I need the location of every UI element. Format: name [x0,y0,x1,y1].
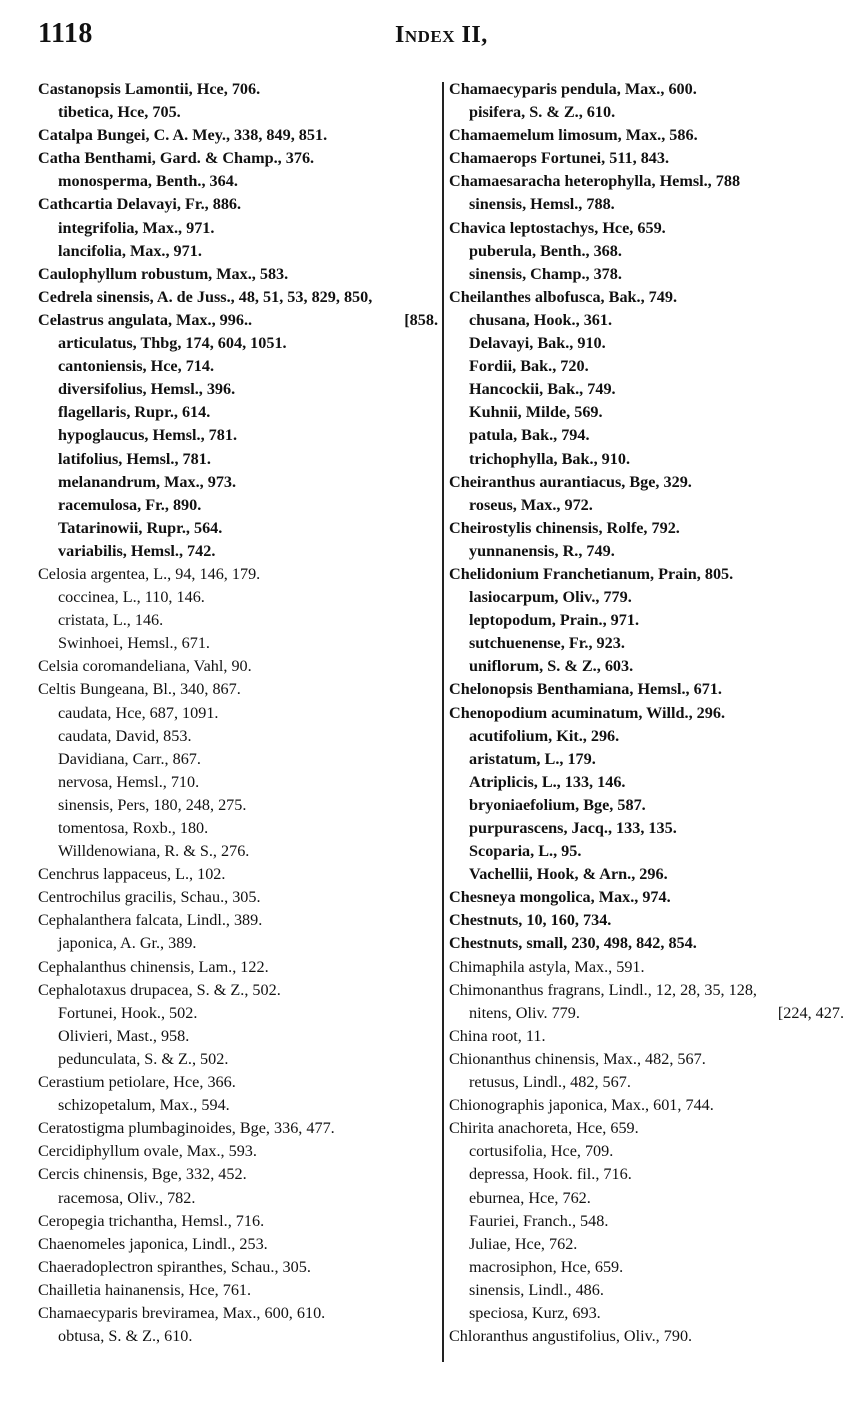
index-entry [449,124,844,147]
entry-text: Celtis Bungeana, Bl., 340, 867. [38,680,241,699]
entry-text: sinensis, Hemsl., 788. [469,195,615,214]
index-entry [449,471,844,494]
entry-text: aristatum, L., 179. [469,749,596,768]
entry-text: nitens, Oliv. 779. [469,1003,580,1022]
index-subentry [38,517,438,540]
index-subentry [449,1256,844,1279]
entry-text: Cercidiphyllum ovale, Max., 593. [38,1142,257,1161]
index-subentry [449,401,844,424]
entry-text: hypoglaucus, Hemsl., 781. [58,426,237,445]
entry-text: Chelidonium Franchetianum, Prain, 805. [449,564,734,583]
entry-text: flagellaris, Rupr., 614. [58,403,211,422]
index-subentry [449,1210,844,1233]
entry-text: Fordii, Bak., 720. [469,357,589,376]
entry-text: Cheirostylis chinensis, Rolfe, 792. [449,518,680,537]
entry-text: Cephalotaxus drupacea, S. & Z., 502. [38,980,281,999]
entry-text: Chamaesaracha heterophylla, Hemsl., 788 [449,172,741,191]
entry-text: lancifolia, Max., 971. [58,241,202,260]
entry-text: diversifolius, Hemsl., 396. [58,380,236,399]
index-subentry [38,1325,438,1348]
index-entry [38,78,438,101]
index-subentry [449,586,844,609]
entry-text: Chaenomeles japonica, Lindl., 253. [38,1234,268,1253]
index-subentry [449,609,844,632]
index-entry [38,1279,438,1302]
entry-text: Cedrela sinensis, A. de Juss., 48, 51, 53, 829, 850, [38,287,373,306]
index-subentry [449,240,844,263]
entry-text: Chloranthus angustifolius, Oliv., 790. [449,1327,693,1346]
index-subentry [38,840,438,863]
index-entry [38,1140,438,1163]
entry-text: Chamaemelum limosum, Max., 586. [449,126,698,145]
index-subentry [449,840,844,863]
entry-text: Catalpa Bungei, C. A. Mey., 338, 849, 851. [38,126,328,145]
index-entry [38,1071,438,1094]
entry-text: cortusifolia, Hce, 709. [469,1142,614,1161]
index-subentry [449,794,844,817]
entry-text: cristata, L., 146. [58,611,164,630]
index-entry [449,170,844,193]
index-entry [38,1163,438,1186]
index-entry [449,563,844,586]
index-subentry [38,632,438,655]
index-subentry [38,725,438,748]
index-entry [38,193,438,216]
entry-text: Vachellii, Hook, & Arn., 296. [469,865,668,884]
index-subentry [449,1002,844,1025]
entry-text: Willdenowiana, R. & S., 276. [58,842,250,861]
entry-text: bryoniaefolium, Bge, 587. [469,795,646,814]
entry-text: Scoparia, L., 95. [469,842,582,861]
index-entry [38,147,438,170]
index-subentry [38,101,438,124]
entry-text: Chaeradoplectron spiranthes, Schau., 305. [38,1257,311,1276]
index-subentry [449,1163,844,1186]
entry-text: Chamaecyparis breviramea, Max., 600, 610. [38,1303,326,1322]
index-entry [38,563,438,586]
entry-text: yunnanensis, R., 749. [469,541,615,560]
index-entry [449,932,844,955]
index-subentry [449,1071,844,1094]
index-subentry [38,332,438,355]
entry-text: Atriplicis, L., 133, 146. [469,772,626,791]
index-subentry [38,378,438,401]
entry-text: speciosa, Kurz, 693. [469,1303,601,1322]
index-entry [38,124,438,147]
index-subentry [449,193,844,216]
index-subentry [38,240,438,263]
entry-text: Chenopodium acuminatum, Willd., 296. [449,703,726,722]
index-subentry [449,424,844,447]
index-entry [38,863,438,886]
entry-text: Cenchrus lappaceus, L., 102. [38,865,226,884]
index-entry [38,309,438,332]
index-subentry [449,655,844,678]
index-entry [38,1117,438,1140]
index-entry [38,979,438,1002]
entry-text: trichophylla, Bak., 910. [469,449,630,468]
entry-text: lasiocarpum, Oliv., 779. [469,588,632,607]
index-subentry [38,471,438,494]
index-subentry [449,378,844,401]
entry-text: Chavica leptostachys, Hce, 659. [449,218,666,237]
index-column-left [38,78,438,1348]
entry-text: Hancockii, Bak., 749. [469,380,616,399]
index-subentry [38,817,438,840]
entry-text: Chirita anachoreta, Hce, 659. [449,1119,639,1138]
index-subentry [38,424,438,447]
entry-text: Delavayi, Bak., 910. [469,334,606,353]
index-entry [38,909,438,932]
entry-text: leptopodum, Prain., 971. [469,611,639,630]
entry-text: tibetica, Hce, 705. [58,103,181,122]
index-subentry [38,748,438,771]
entry-text: Chamaecyparis pendula, Max., 600. [449,80,697,98]
entry-text: Chestnuts, 10, 160, 734. [449,911,612,930]
index-subentry [449,263,844,286]
entry-text: purpurascens, Jacq., 133, 135. [469,819,677,837]
index-subentry [449,355,844,378]
index-subentry [38,170,438,193]
entry-text: coccinea, L., 110, 146. [58,588,205,607]
entry-text: Kuhnii, Milde, 569. [469,403,603,422]
entry-text: Cephalanthera falcata, Lindl., 389. [38,911,263,930]
index-subentry [449,863,844,886]
index-entry [449,517,844,540]
index-entry [449,1048,844,1071]
entry-text: sutchuenense, Fr., 923. [469,634,625,653]
entry-text: latifolius, Hemsl., 781. [58,449,211,468]
entry-text: Fortunei, Hook., 502. [58,1003,198,1022]
entry-text: Celsia coromandeliana, Vahl, 90. [38,657,252,676]
index-subentry [38,1002,438,1025]
entry-text: nervosa, Hemsl., 710. [58,772,200,791]
index-subentry [38,401,438,424]
index-entry [38,956,438,979]
index-subentry [449,817,844,840]
entry-text: sinensis, Pers, 180, 248, 275. [58,795,247,814]
entry-text: Celosia argentea, L., 94, 146, 179. [38,564,261,583]
entry-text: retusus, Lindl., 482, 567. [469,1073,631,1092]
entry-text: Chestnuts, small, 230, 498, 842, 854. [449,934,697,953]
index-subentry [449,771,844,794]
index-subentry [38,1025,438,1048]
entry-text: melanandrum, Max., 973. [58,472,237,491]
index-entry [449,909,844,932]
index-column-right [449,78,844,1348]
index-subentry [449,725,844,748]
entry-text: acutifolium, Kit., 296. [469,726,620,745]
index-subentry [38,771,438,794]
entry-text: Chionanthus chinensis, Max., 482, 567. [449,1049,706,1068]
entry-text: Tatarinowii, Rupr., 564. [58,518,223,537]
index-subentry [449,448,844,471]
index-subentry [449,1140,844,1163]
index-entry [449,979,844,1002]
index-subentry [449,1279,844,1302]
index-subentry [38,702,438,725]
entry-text: Cephalanthus chinensis, Lam., 122. [38,957,269,976]
entry-text: Chionographis japonica, Max., 601, 744. [449,1096,714,1115]
entry-text: Centrochilus gracilis, Schau., 305. [38,888,261,907]
entry-text: Chimaphila astyla, Max., 591. [449,957,645,976]
entry-text: pedunculata, S. & Z., 502. [58,1049,229,1068]
entry-text: Cathcartia Delavayi, Fr., 886. [38,195,242,214]
entry-text: Olivieri, Mast., 958. [58,1026,190,1045]
index-subentry [38,1094,438,1117]
index-subentry [38,932,438,955]
index-subentry [449,1302,844,1325]
entry-text: caudata, David, 853. [58,726,192,745]
entry-text: monosperma, Benth., 364. [58,172,238,191]
index-subentry [38,1187,438,1210]
entry-text: uniflorum, S. & Z., 603. [469,657,634,676]
index-subentry [38,217,438,240]
index-subentry [449,540,844,563]
entry-text: Castanopsis Lamontii, Hce, 706. [38,80,261,98]
entry-text: eburnea, Hce, 762. [469,1188,591,1207]
entry-text: sinensis, Lindl., 486. [469,1280,604,1299]
entry-text: japonica, A. Gr., 389. [58,934,197,953]
entry-text: macrosiphon, Hce, 659. [469,1257,624,1276]
entry-text: tomentosa, Roxb., 180. [58,819,209,837]
entry-text: puberula, Benth., 368. [469,241,622,260]
entry-text: Chailletia hainanensis, Hce, 761. [38,1280,252,1299]
entry-text: variabilis, Hemsl., 742. [58,541,216,560]
index-subentry [449,101,844,124]
index-subentry [38,1048,438,1071]
index-entry [449,147,844,170]
index-subentry [449,1233,844,1256]
entry-text: articulatus, Thbg, 174, 604, 1051. [58,334,287,353]
entry-text: Ceratostigma plumbaginoides, Bge, 336, 477. [38,1119,335,1138]
entry-text: pisifera, S. & Z., 610. [469,103,616,122]
index-subentry [449,632,844,655]
index-entry [38,655,438,678]
entry-continuation: [858. [404,310,438,329]
index-entry [449,1025,844,1048]
entry-text: cantoniensis, Hce, 714. [58,357,215,376]
index-entry [38,886,438,909]
index-entry [38,286,438,309]
entry-text: obtusa, S. & Z., 610. [58,1327,193,1346]
index-subentry [449,332,844,355]
index-entry [449,702,844,725]
index-subentry [38,609,438,632]
index-entry [449,78,844,101]
index-entry [38,678,438,701]
entry-text: integrifolia, Max., 971. [58,218,215,237]
entry-text: Davidiana, Carr., 867. [58,749,201,768]
entry-text: Cheiranthus aurantiacus, Bge, 329. [449,472,692,491]
index-subentry [38,794,438,817]
entry-text: racemosa, Oliv., 782. [58,1188,196,1207]
entry-text: roseus, Max., 972. [469,495,593,514]
entry-text: depressa, Hook. fil., 716. [469,1165,632,1184]
index-subentry [38,540,438,563]
entry-text: Fauriei, Franch., 548. [469,1211,609,1230]
entry-continuation: [224, 427. [777,1003,844,1022]
entry-text: Celastrus angulata, Max., 996.. [38,310,253,329]
index-subentry [449,494,844,517]
index-entry [449,956,844,979]
entry-text: Cerastium petiolare, Hce, 366. [38,1073,236,1092]
index-subentry [38,448,438,471]
entry-text: caudata, Hce, 687, 1091. [58,703,219,722]
index-entry [38,1256,438,1279]
index-entry [38,1210,438,1233]
index-entry [449,1094,844,1117]
entry-text: schizopetalum, Max., 594. [58,1096,230,1115]
page-number: 1118 [38,18,93,49]
entry-text: Ceropegia trichantha, Hemsl., 716. [38,1211,265,1230]
index-entry [38,1233,438,1256]
entry-text: Chamaerops Fortunei, 511, 843. [449,149,670,168]
entry-text: Chesneya mongolica, Max., 974. [449,888,671,907]
column-divider [442,82,444,1362]
index-subentry [38,355,438,378]
running-head: Index II, [395,22,488,48]
entry-text: Catha Benthami, Gard. & Champ., 376. [38,149,315,168]
entry-text: Cheilanthes albofusca, Bak., 749. [449,287,678,306]
index-subentry [449,748,844,771]
entry-text: Swinhoei, Hemsl., 671. [58,634,210,653]
index-entry [449,886,844,909]
index-subentry [38,586,438,609]
entry-text: sinensis, Champ., 378. [469,264,622,283]
index-entry [38,1302,438,1325]
entry-text: chusana, Hook., 361. [469,310,613,329]
entry-text: Chelonopsis Benthamiana, Hemsl., 671. [449,680,722,699]
index-subentry [38,494,438,517]
index-entry [449,217,844,240]
index-entry [38,263,438,286]
index-entry [449,286,844,309]
index-subentry [449,1187,844,1210]
index-entry [449,1325,844,1348]
index-entry [449,1117,844,1140]
entry-text: patula, Bak., 794. [469,426,590,445]
entry-text: Caulophyllum robustum, Max., 583. [38,264,289,283]
index-entry [449,678,844,701]
entry-text: Juliae, Hce, 762. [469,1234,578,1253]
index-subentry [449,309,844,332]
entry-text: Chimonanthus fragrans, Lindl., 12, 28, 35, 128, [449,980,757,999]
entry-text: Cercis chinensis, Bge, 332, 452. [38,1165,247,1184]
entry-text: racemulosa, Fr., 890. [58,495,202,514]
entry-text: China root, 11. [449,1026,546,1045]
